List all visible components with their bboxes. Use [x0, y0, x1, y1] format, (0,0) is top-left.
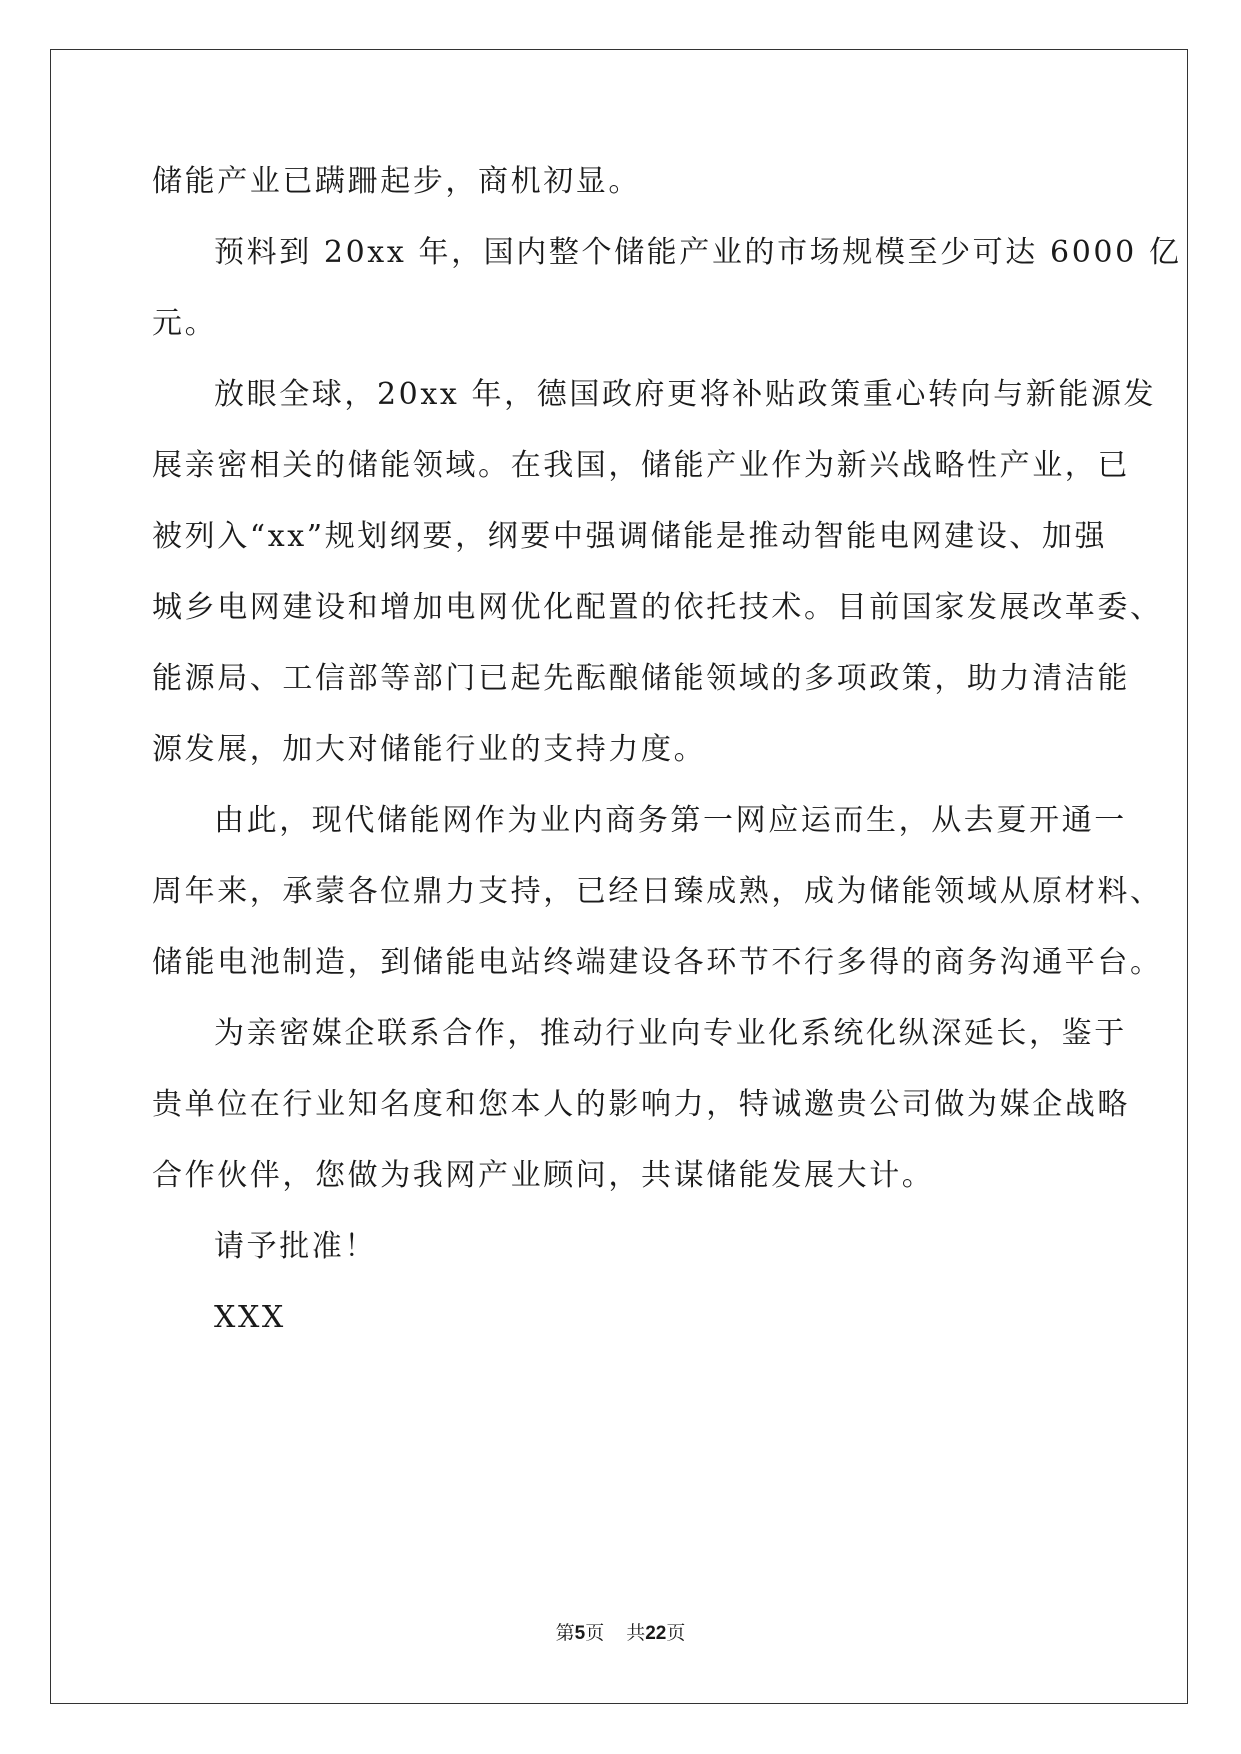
closing-request: 请予批准！ — [214, 1229, 377, 1264]
paragraph-line: 合作伙伴，您做为我网产业顾问，共谋储能发展大计。 — [152, 1158, 935, 1193]
page-prefix: 第 — [555, 1622, 575, 1644]
paragraph-line: 被列入“xx”规划纲要，纲要中强调储能是推动智能电网建设、加强 — [152, 519, 1108, 554]
page-current: 5 — [574, 1623, 586, 1644]
paragraph-line: 展亲密相关的储能领域。在我国，储能产业作为新兴战略性产业，已 — [152, 448, 1130, 483]
paragraph-line: 周年来，承蒙各位鼎力支持，已经日臻成熟，成为储能领域从原材料、 — [152, 874, 1163, 909]
signature-name: XXX — [214, 1300, 286, 1335]
page-footer — [0, 1618, 1241, 1645]
paragraph-line: 城乡电网建设和增加电网优化配置的依托技术。目前国家发展改革委、 — [152, 590, 1163, 625]
paragraph-line: 源发展，加大对储能行业的支持力度。 — [152, 732, 707, 767]
total-prefix: 共 — [626, 1622, 646, 1644]
paragraph-line: 能源局、工信部等部门已起先酝酿储能领域的多项政策，助力清洁能 — [152, 661, 1130, 696]
paragraph-line: 预料到 20xx 年，国内整个储能产业的市场规模至少可达 6000 亿 — [214, 235, 1182, 270]
paragraph-line: 放眼全球，20xx 年，德国政府更将补贴政策重心转向与新能源发 — [214, 377, 1157, 412]
paragraph-line: 储能电池制造，到储能电站终端建设各环节不行多得的商务沟通平台。 — [152, 945, 1163, 980]
paragraph-line: 储能产业已蹒跚起步，商机初显。 — [152, 164, 641, 199]
paragraph-line: 贵单位在行业知名度和您本人的影响力，特诚邀贵公司做为媒企战略 — [152, 1087, 1130, 1122]
total-suffix: 页 — [666, 1622, 686, 1644]
paragraph-line: 元。 — [152, 306, 218, 341]
page-suffix: 页 — [585, 1622, 605, 1644]
page-total: 22 — [645, 1623, 667, 1644]
paragraph-line: 为亲密媒企联系合作，推动行业向专业化系统化纵深延长，鉴于 — [214, 1016, 1127, 1051]
paragraph-line: 由此，现代储能网作为业内商务第一网应运而生，从去夏开通一 — [214, 803, 1127, 838]
